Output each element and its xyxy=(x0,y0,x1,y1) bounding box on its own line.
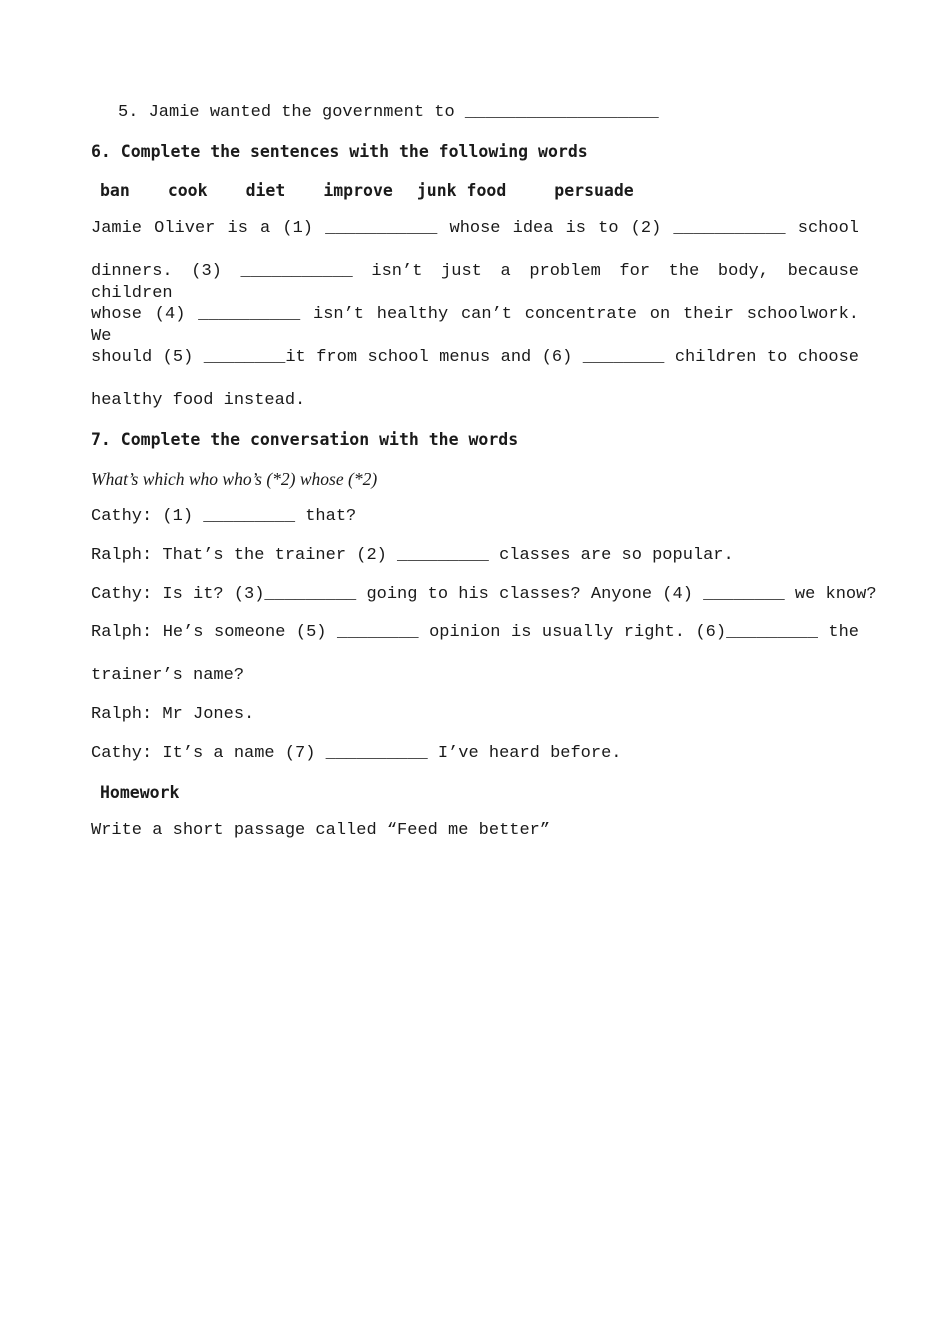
question-6-paragraph-line: should (5) ________it from school menus and (6) ________ children to choose xyxy=(91,348,859,367)
word-bank-item: diet xyxy=(245,181,286,200)
homework-instruction: Write a short passage called “Feed me better” xyxy=(91,821,551,840)
conversation-line: trainer’s name? xyxy=(91,666,245,685)
question-7-word-list: What’s which who who’s (*2) whose (*2) xyxy=(91,469,378,489)
word-bank xyxy=(100,180,660,202)
question-5-item: 5. Jamie wanted the government to ___________________ xyxy=(118,103,659,122)
word-bank-item: ban xyxy=(100,181,130,200)
question-6-paragraph-line: healthy food instead. xyxy=(91,391,306,410)
word-bank-item: cook xyxy=(167,181,208,200)
word-bank-item: persuade xyxy=(554,181,634,200)
word-bank-item: junk food xyxy=(416,181,507,200)
homework-heading: Homework xyxy=(100,783,180,802)
question-7-heading: 7. Complete the conversation with the words xyxy=(91,430,519,449)
question-6-paragraph-line: Jamie Oliver is a (1) ___________ whose idea is to (2) ___________ school xyxy=(91,219,859,238)
conversation-line: Ralph: He’s someone (5) ________ opinion is usually right. (6)_________ the xyxy=(91,623,859,642)
word-bank-item: improve xyxy=(323,181,393,200)
conversation-line: Cathy: (1) _________ that? xyxy=(91,507,357,526)
question-6-paragraph-line: dinners. (3) ___________ isn’t just a problem for the body, because children xyxy=(91,262,859,303)
question-6-paragraph-line: whose (4) __________ isn’t healthy can’t concentrate on their schoolwork. We xyxy=(91,305,859,346)
conversation-line: Cathy: Is it? (3)_________ going to his classes? Anyone (4) ________ we know? xyxy=(91,585,877,604)
conversation-line: Cathy: It’s a name (7) __________ I’ve heard before. xyxy=(91,744,622,763)
question-6-heading: 6. Complete the sentences with the following words xyxy=(91,142,588,161)
conversation-line: Ralph: Mr Jones. xyxy=(91,705,255,724)
conversation-line: Ralph: That’s the trainer (2) _________ classes are so popular. xyxy=(91,546,734,565)
